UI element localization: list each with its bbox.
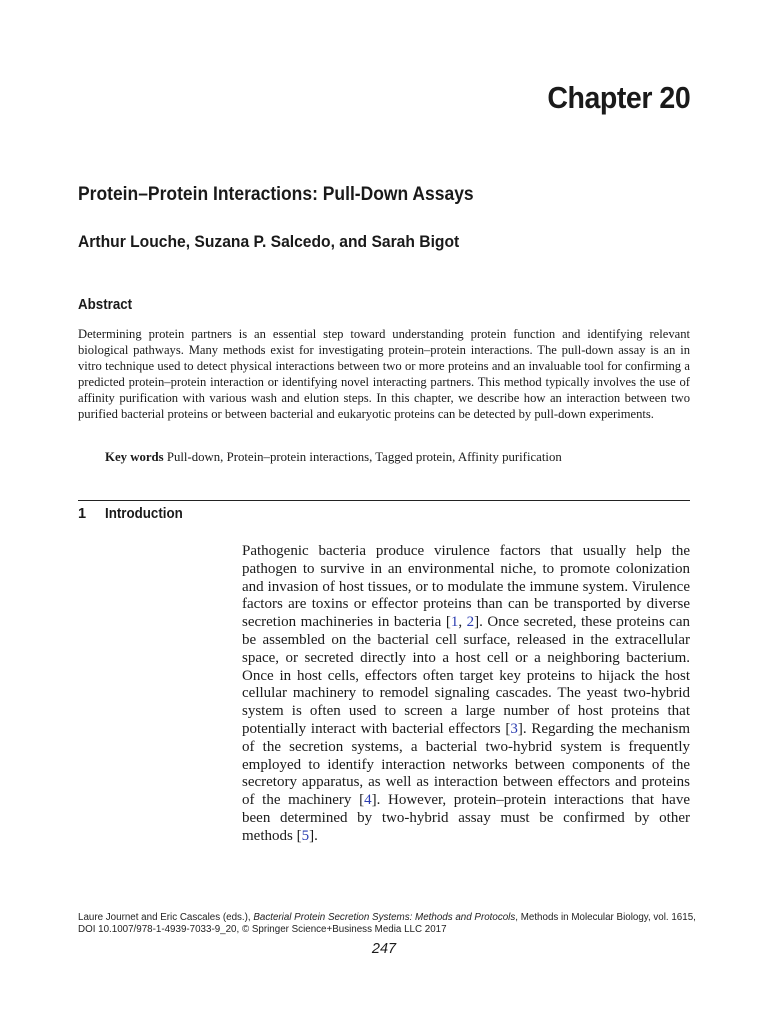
keywords-line [105,450,705,465]
page-number: 247 [371,941,397,957]
citation-link[interactable]: 2 [466,614,475,631]
author-list: Arthur Louche, Suzana P. Salcedo, and Sarah Bigot [78,232,460,251]
citation-link[interactable]: 3 [510,720,518,737]
intro-text-segment: ]. Regarding the mechanism of the secretion systems, a bacterial two-hybrid system is frequently employed to identify interaction networks between components of the secretory apparatus, as well as interaction between effectors and proteins of the machinery [ [242,720,690,809]
section-divider [78,500,690,501]
introduction-paragraph [242,543,690,846]
intro-text-segment: ]. Once secreted, these proteins can be assembled on the bacterial cell surface, released in the extracellular space, or secreted directly into a host cell or a neighboring bacterium. Once in host cells, effectors often target key proteins to hijack the host cellular machinery to remodel signaling cascades. The yeast two-hybrid system is often used to screen a large number of host proteins that potentially interact with bacterial effectors [ [242,614,690,737]
abstract-heading: Abstract [78,297,133,313]
keywords-text: Pull-down, Protein–protein interactions, Tagged protein, Affinity purification [166,450,562,464]
abstract-body: Determining protein partners is an essential step toward understanding protein function and identifying relevant biological pathways. Many methods exist for investigating protein–protein interactions. The pull-down assay is an in vitro technique used to detect physical interactions between two or more proteins and an invaluable tool for confirming a predicted protein–protein interaction or identifying novel interacting partners. This method typically involves the use of affinity purification with various wash and elution steps. In this chapter, we describe how an interaction between two purified bacterial proteins or between bacterial and eukaryotic proteins can be detected by pull-down experiments. [78,327,690,421]
citation-link[interactable]: 4 [364,792,372,809]
keywords-label: Key words [105,450,164,464]
intro-text-segment: Pathogenic bacteria produce virulence factors that usually help the pathogen to survive in an environmental niche, to promote colonization and invasion of host tissues, or to modulate the immune system. Virulence factors are toxins or effector proteins than can be transported by diverse secretion machineries in bacteria [ [242,543,690,631]
section-title: Introduction [105,506,183,522]
intro-text-segment: ]. [309,827,318,844]
intro-text-segment: ]. However, protein–protein interactions that have been determined by two-hybrid assay must be confirmed by other methods [ [242,792,690,844]
citation-link[interactable]: 5 [301,827,310,844]
chapter-title: Protein–Protein Interactions: Pull-Down Assays [78,184,474,205]
chapter-label: Chapter 20 [547,80,690,115]
footer-editors: Laure Journet and Eric Cascales (eds.), [78,912,254,923]
footer-series: , Methods in Molecular Biology, vol. 1615, DOI 10.1007/978-1-4939-7033-9_20, © Springer Science+Business Media LLC 2017 [78,912,696,935]
footer-book-title: Bacterial Protein Secretion Systems: Methods and Protocols [253,912,516,923]
section-number: 1 [78,506,87,522]
citation-link[interactable]: 1 [450,614,459,631]
page-footer [78,912,698,936]
citation-separator: , [458,614,467,631]
